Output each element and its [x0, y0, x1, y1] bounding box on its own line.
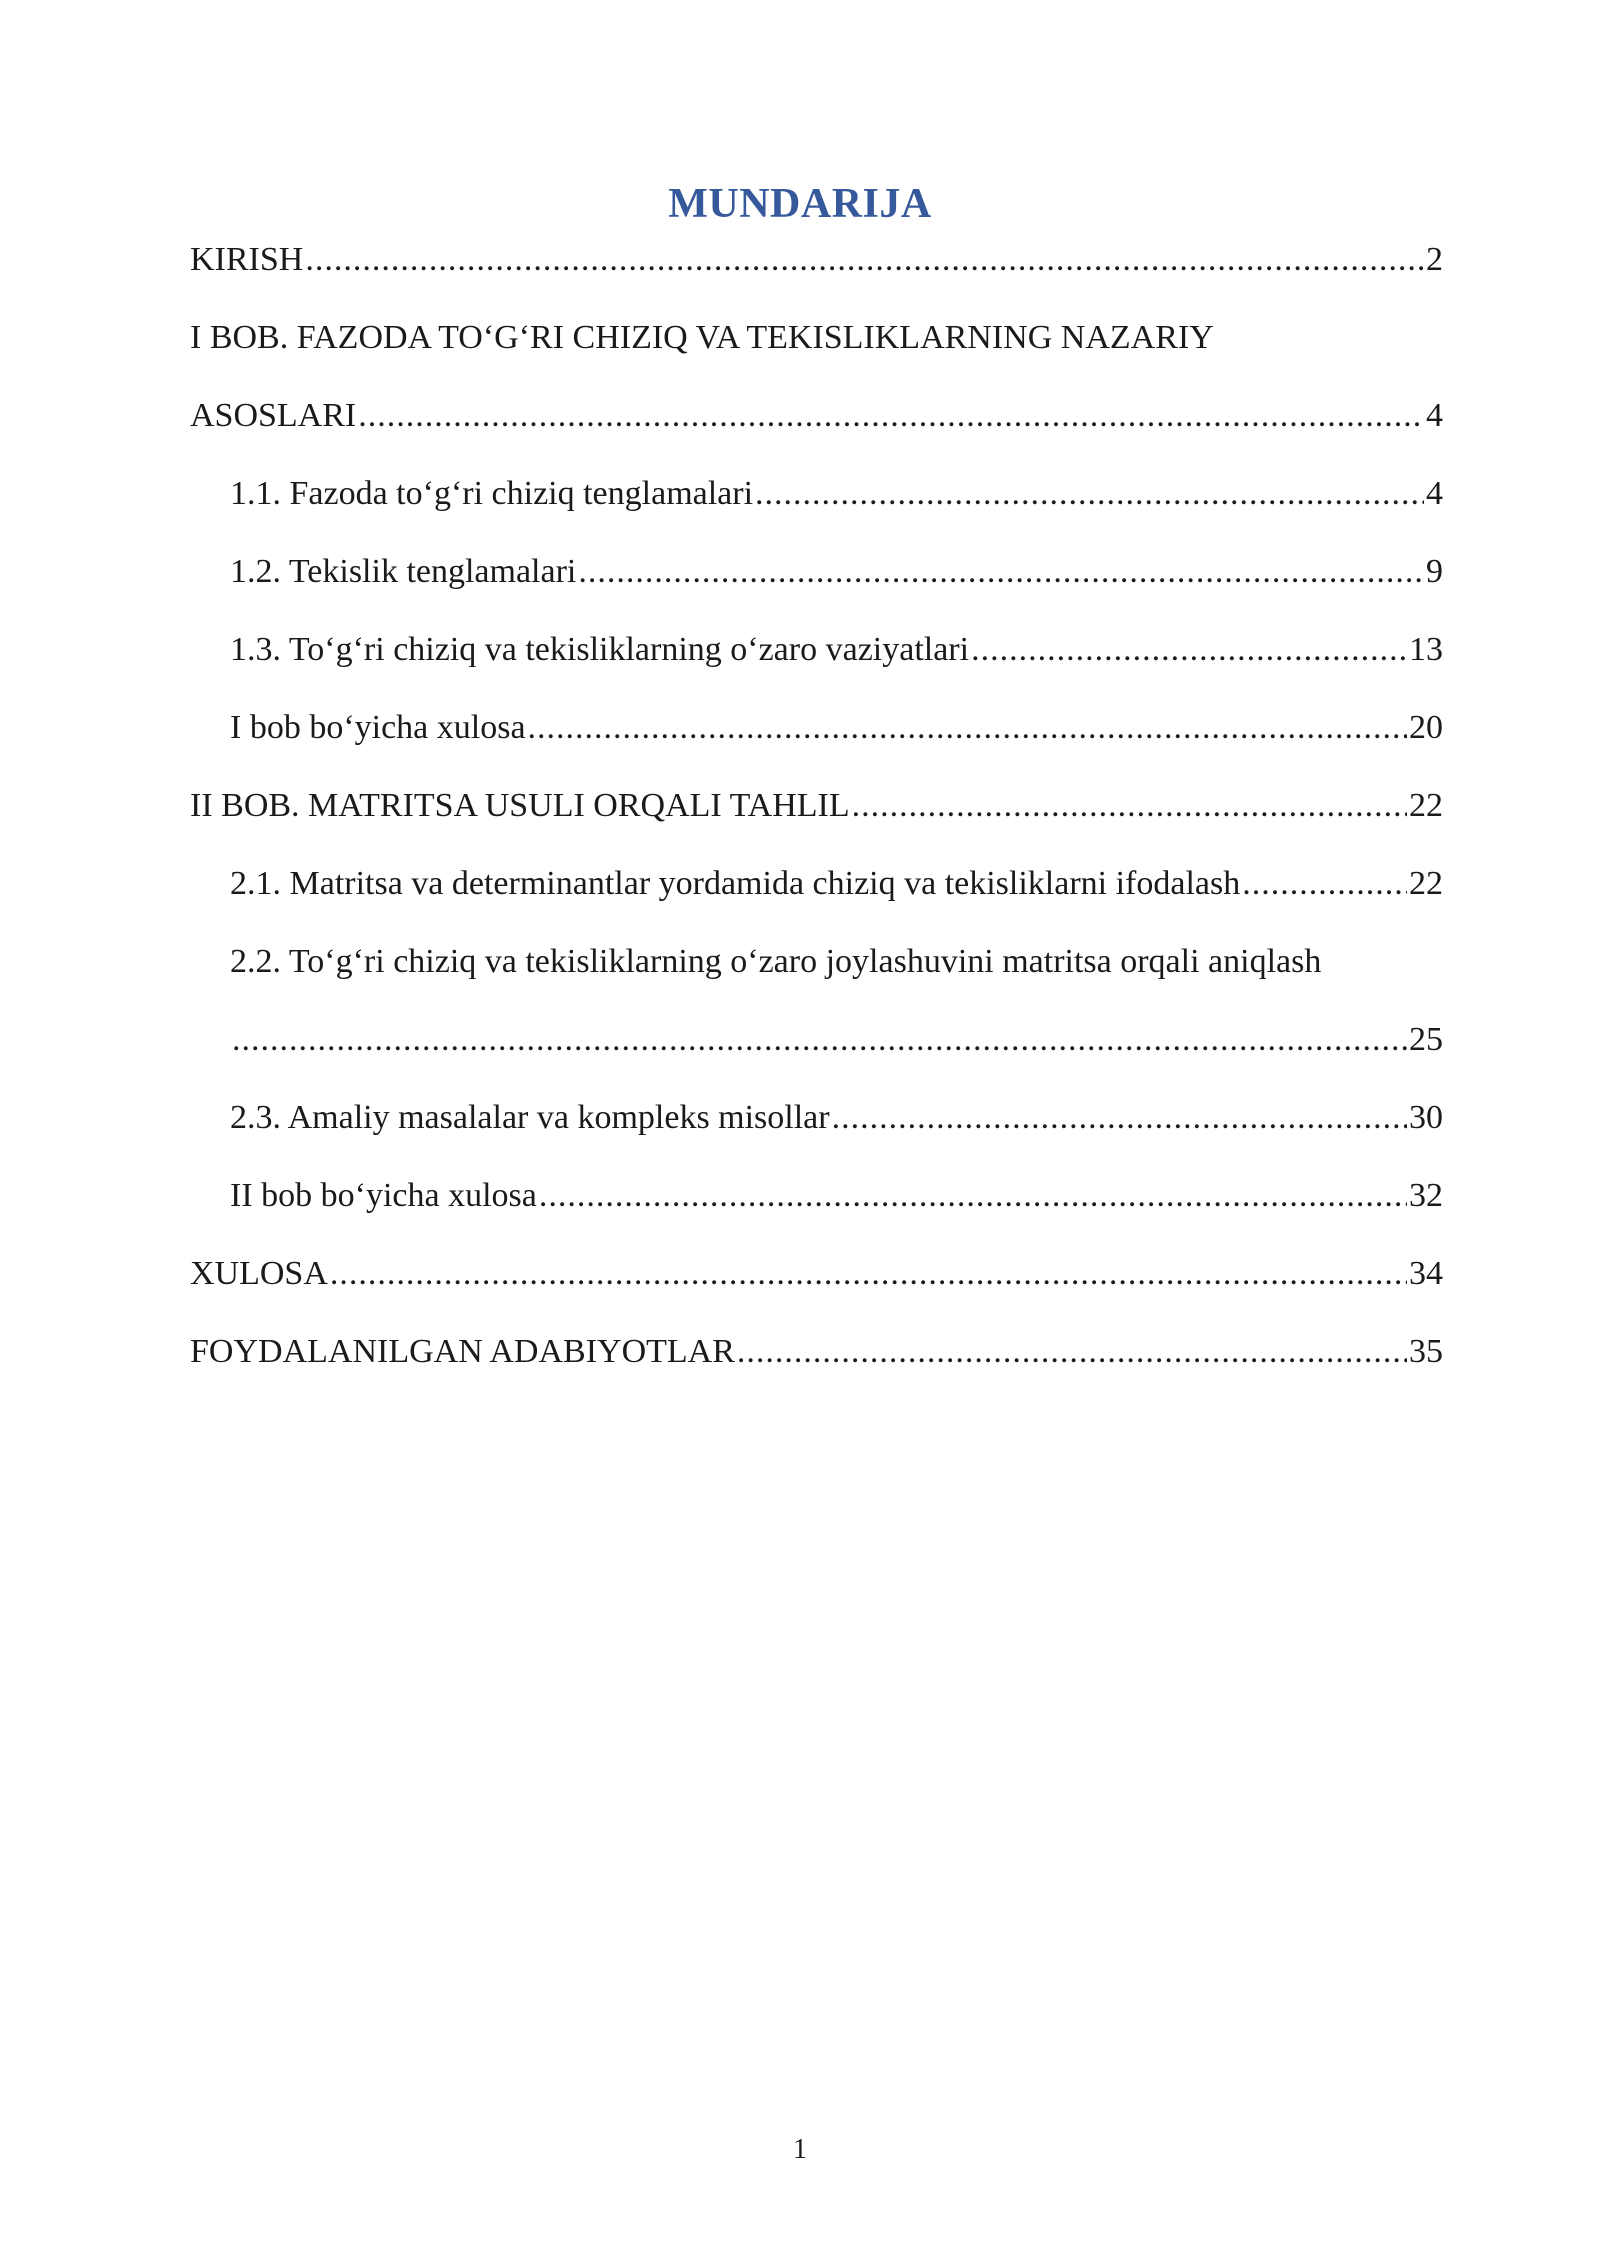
toc-entry-page: 30 [1409, 1099, 1443, 1136]
toc-entry-chapter-1-summary[interactable] [190, 700, 1443, 778]
toc-entry-chapter-1[interactable] [190, 310, 1443, 466]
toc-entry-label: 1.1. Fazoda to‘g‘ri chiziq tenglamalari [230, 475, 754, 512]
toc-entry-page: 20 [1409, 709, 1443, 746]
toc-entry-label: 1.3. To‘g‘ri chiziq va tekisliklarning o‘zaro vaziyatlari [230, 631, 970, 668]
toc-entry-page: 4 [1426, 475, 1443, 512]
toc-entry-chapter-2-summary[interactable] [190, 1168, 1443, 1246]
page-number: 1 [793, 2134, 807, 2165]
dot-leader [755, 466, 1424, 522]
toc-entry-label: FOYDALANILGAN ADABIYOTLAR [190, 1333, 735, 1370]
dot-leader [1242, 856, 1407, 912]
toc-entry-1-3[interactable] [190, 622, 1443, 700]
toc-entry-1-2[interactable] [190, 544, 1443, 622]
toc-entry-page: 35 [1409, 1333, 1443, 1370]
dot-leader [232, 1012, 1407, 1068]
dot-leader [971, 622, 1407, 678]
dot-leader [358, 388, 1424, 444]
toc-entry-label: I bob bo‘yicha xulosa [230, 709, 526, 746]
dot-leader [852, 778, 1407, 834]
dot-leader [539, 1168, 1407, 1224]
dot-leader [305, 232, 1424, 288]
toc-entry-references[interactable] [190, 1324, 1443, 1402]
toc-entry-xulosa[interactable] [190, 1246, 1443, 1324]
toc-entry-page: 9 [1426, 553, 1443, 590]
toc-entry-label: 1.2. Tekislik tenglamalari [230, 553, 577, 590]
toc-entry-kirish[interactable] [190, 232, 1443, 310]
toc-entry-chapter-2[interactable] [190, 778, 1443, 856]
toc-entry-2-2[interactable] [190, 934, 1443, 1090]
toc-entry-page: 22 [1409, 865, 1443, 902]
toc-entry-page: 32 [1409, 1177, 1443, 1214]
toc-entry-page: 25 [1409, 1021, 1443, 1058]
toc-entry-label: XULOSA [190, 1255, 328, 1292]
toc-entry-page: 22 [1409, 787, 1443, 824]
dot-leader [330, 1246, 1407, 1302]
toc-entry-label: II bob bo‘yicha xulosa [230, 1177, 537, 1214]
toc-entry-page: 34 [1409, 1255, 1443, 1292]
toc-entry-page: 2 [1426, 241, 1443, 278]
toc-title: MUNDARIJA [668, 181, 932, 227]
toc-entry-page: 4 [1426, 397, 1443, 434]
toc-entry-page: 13 [1409, 631, 1443, 668]
table-of-contents [190, 232, 1443, 1402]
dot-leader [578, 544, 1424, 600]
toc-entry-2-1[interactable] [190, 856, 1443, 934]
toc-entry-2-3[interactable] [190, 1090, 1443, 1168]
dot-leader [832, 1090, 1407, 1146]
dot-leader [528, 700, 1407, 756]
toc-entry-label-line1: 2.2. To‘g‘ri chiziq va tekisliklarning o‘zaro joylashuvini matritsa orqali aniqlash [230, 943, 1322, 980]
toc-entry-label-line2: ASOSLARI [190, 397, 357, 434]
dot-leader [737, 1324, 1407, 1380]
toc-entry-label: 2.1. Matritsa va determinantlar yordamida chiziq va tekisliklarni ifodalash [230, 865, 1241, 902]
toc-entry-1-1[interactable] [190, 466, 1443, 544]
toc-entry-label: KIRISH [190, 241, 304, 278]
toc-entry-label: 2.3. Amaliy masalalar va kompleks misollar [230, 1099, 830, 1136]
toc-entry-label-line1: I BOB. FAZODA TO‘G‘RI CHIZIQ VA TEKISLIKLARNING NAZARIY [190, 319, 1214, 356]
toc-entry-label: II BOB. MATRITSA USULI ORQALI TAHLIL [190, 787, 850, 824]
